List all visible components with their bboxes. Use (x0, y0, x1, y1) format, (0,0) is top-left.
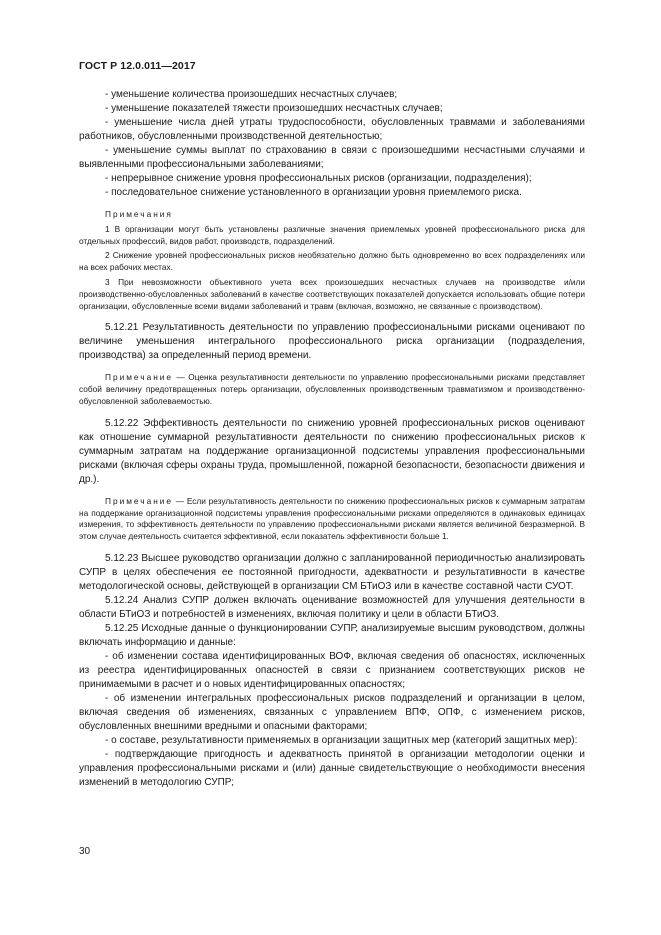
bullet-item: - уменьшение числа дней утраты трудоспособности, обусловленных травмами и заболеваниями работников, обусловленными производственной деятельностью; (79, 117, 585, 142)
page-number: 30 (79, 846, 91, 857)
clause-5-12-23: 5.12.23 Высшее руководство организации должно с запланированной периодичностью анализировать СУПР в целях обеспечения ее постоянной пригодности, адекватности и результативности в качестве методологической основы, действующей в организации СМ БТиОЗ или в качестве составной части СУОТ. (79, 552, 585, 592)
bullet-item: - непрерывное снижение уровня профессиональных рисков (организации, подразделения); (105, 173, 532, 184)
bullet-item: - уменьшение суммы выплат по страхованию в связи с произошедшими несчастными случаями и выявленными профессиональными заболеваниями; (79, 145, 585, 170)
note-text: — Оценка результативности деятельности по управлению профессиональными рисками представляет собой величину предотвращенных потерь организации, обусловленных производственным травматизмом и производственно-обусловленной заболеваемостью. (79, 372, 585, 406)
clause-5-12-21: 5.12.21 Результативность деятельности по управлению профессиональными рисками оценивают по величине уменьшения интегрального профессионального риска организации (подразделения, производства) за определенный период времени. (79, 322, 585, 362)
notes-heading: Примечания (105, 209, 173, 219)
note-label: Примечание (105, 372, 174, 383)
bullet-item: - уменьшение количества произошедших несчастных случаев; (105, 89, 398, 100)
document-body (79, 88, 585, 790)
clause-5-12-24: 5.12.24 Анализ СУПР должен включать оценивание возможностей для улучшения деятельности в области БТиОЗ и потребностей в изменениях, включая политику и цели в области БТиОЗ. (79, 594, 585, 620)
bullet-item: - об изменении состава идентифицированных ВОФ, включая сведения об опасностях, исключенных из реестра идентифицированных опасностей в связи с признанием соответствующих рисков не принимаемыми в расчет и о новых идентифицированных опасностях; (79, 650, 585, 690)
note-5-12-22 (79, 496, 585, 543)
bullet-item: - последовательное снижение установленного в организации уровня приемлемого риска. (105, 187, 522, 198)
note-item: 2 Снижение уровней профессиональных рисков необязательно должно быть одновременно во всех подразделениях или на всех рабочих местах. (79, 250, 585, 273)
bullet-item: - подтверждающие пригодность и адекватность принятой в организации методологии оценки и управления профессиональными рисками и (или) данные свидетельствующие о необходимости внесения изменений в методологию СУПР; (79, 748, 585, 788)
bullet-item: - о составе, результативности применяемых в организации защитных мер (категорий защитных мер): (105, 734, 578, 746)
note-text: — Если результативность деятельности по снижению профессиональных рисков к суммарным затратам на поддержание организационной подсистемы управления профессиональными рисками определяются в одинаковых единицах измерения, то эффективность деятельности по управлению профессиональными рисками является величиной безразмерной. В этом случае деятельность считается эффективной, если показатель эффективности больше 1. (79, 495, 585, 542)
note-item: 1 В организации могут быть установлены различные значения приемлемых уровней профессионального риска для отдельных профессий, видов работ, производств, подразделений. (79, 223, 585, 246)
bullet-item: - об изменении интегральных профессиональных рисков подразделений и организации в целом, включая сведения об изменениях, связанных с управлением ВПФ, ОПФ, с изменением рисков, обусловленных внешними вредными и опасными факторами; (79, 692, 585, 732)
note-5-12-21 (79, 372, 585, 407)
clause-5-12-25: 5.12.25 Исходные данные о функционировании СУПР, анализируемые высшим руководством, должны включать информацию и данные: (79, 622, 585, 648)
bullet-item: - уменьшение показателей тяжести произошедших несчастных случаев; (105, 103, 443, 114)
clause-5-12-22: 5.12.22 Эффективность деятельности по снижению уровней профессиональных рисков оценивают как отношение суммарной результативности деятельности по снижению профессиональных рисков к суммарным затратам на поддержание организационной подсистемы управления профессиональными рисками (включая сферы охраны труда, промышленной, пожарной безопасности, безопасности движения и др.). (79, 417, 585, 485)
note-item: 3 При невозможности объективного учета всех произошедших несчастных случаев на производстве и/или производственно-обусловленных заболеваний в качестве соответствующих показателей допускается использовать общие потери организации, обусловленные всеми видами заболеваний и травм (включая, возможно, не связанные с производством). (79, 276, 585, 311)
note-label: Примечание (105, 495, 174, 506)
document-header: ГОСТ Р 12.0.011—2017 (79, 60, 196, 72)
